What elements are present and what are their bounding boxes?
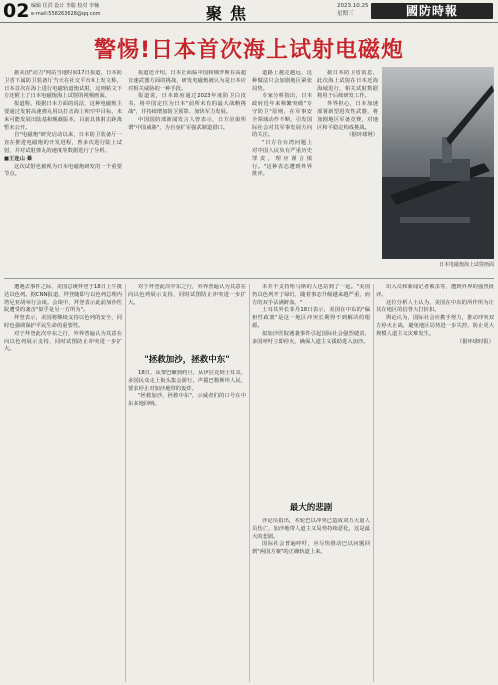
paragraph: 土耳其外长菲丹18日表示，美国在中东的"偏袒性政策"是这一地区冲突长期得不到解决的根源。	[252, 307, 370, 329]
section-divider	[4, 278, 494, 279]
paragraph: 据日本防卫省消息，此次海上试射在日本近海海域进行，相关试射数据将用于后续研发工作。	[317, 70, 378, 100]
newspaper-logo	[371, 3, 493, 19]
article4-column	[317, 70, 378, 268]
article2-column	[128, 70, 246, 268]
railgun-photo	[382, 67, 494, 259]
paragraph: 这次试射也被视为日本电磁炮研发的一个重要节点。	[4, 163, 122, 178]
subheading-greatest-tragedy: 最大的悲剧	[289, 503, 333, 513]
email-line: e-mail:558263628@qq.com	[31, 11, 101, 17]
paragraph: 18日，从黎巴嫩到约旦，从伊拉克到土耳其，多国民众走上街头集会游行，声援巴勒斯坦人民，要求停止对加沙地带的轰炸。	[128, 370, 246, 392]
article5-column-b	[128, 284, 246, 344]
article1-column	[4, 70, 122, 268]
paragraph: 报道称，根据日本方面的说法，这种电磁炮主要通过发射高速弹丸用以打击海上和空中目标，未来可能发展出陆基和舰载版本，目前具体射击距离暂未公开。	[4, 101, 122, 131]
paragraph: 拜登表示，美国将继续支持以色列的安全，同时也强调保护平民生命的重要性。	[4, 315, 122, 329]
paragraph: 对于拜登此次中东之行，外界普遍认为其意在向以色列展示支持，同时试图防止冲突进一步扩大。	[128, 284, 246, 306]
paragraph: 据美国"动力"网站当地时间17日报道，日本防卫省下属防卫装备厅当天在社交平台X上发文称，日本首次在海上进行电磁轨道炮试射，这则帖文下方还附上了日本电磁炮海上试射的视频画面。	[4, 70, 122, 100]
paragraph: "日方在台湾问题上对中国人民负有严重历史罪责，理应谨言慎行。"这种表态遭到外界批评。	[252, 140, 312, 178]
paragraph: 专家分析指出，日本政府近年来频繁突破"专守防卫"原则，在军事安全领域动作不断，引发国际社会对其军事发展方向的关注。	[252, 93, 312, 139]
column-divider	[125, 284, 126, 682]
column-divider	[249, 284, 250, 682]
paragraph: "拯救加沙，拯救中东"，示威者们的口号在中东多地回响。	[128, 393, 246, 408]
paragraph: 评论员指出，本轮巴以冲突已造成双方大量人员伤亡，加沙地带人道主义局势持续恶化，这是最大的悲剧。	[252, 518, 370, 540]
byline: ■王连山 綦	[4, 155, 33, 162]
page-number: 02	[3, 0, 30, 22]
paragraph: 舆论认为，国际社会应携手努力，推动冲突双方停火止战，避免地区局势进一步失控，防止更大规模人道主义灾难发生。	[376, 315, 494, 337]
source-note: （据环球时报）	[456, 338, 494, 345]
column-divider	[373, 284, 374, 682]
paragraph: 本并不支持哈马斯的人也站到了一起。"美国仍以色列开了绿灯，随着事态升级越来越严重，而方的双手沾满鲜血。"	[252, 284, 370, 306]
article5-column-a	[4, 284, 122, 682]
paragraph: 外界担心，日本加速部署新型进攻性武器，将加剧地区军备竞赛，对地区和平稳定构成挑战。	[317, 101, 378, 131]
photo-caption: 日本电磁炮海上试射画面	[438, 262, 494, 268]
logo-text: 國防時報	[405, 4, 458, 18]
paragraph: 道路上越走越远，这种做法只会加剧地区紧张局势。	[252, 70, 312, 92]
paragraph: 自"电磁炮"研究启动以来，日本防卫装备厅一直在推进电磁炮的开发进程，曾多次进行陆上试射，并对试射弹丸的速度等数据进行了分析。	[4, 132, 122, 154]
paragraph: 报道说，日本政府通过2023年度防卫白皮书，将中国定位为日本"前所未有的最大战略挑战"，并持续增加防卫预算、加快军力发展。	[128, 93, 246, 115]
article6-column-b	[252, 518, 370, 682]
source-note: （据环球网）	[346, 132, 378, 139]
subheading-save-gaza: "拯救加沙，拯救中东"	[144, 355, 230, 365]
paragraph: 对于拜登此次中东之行，外界普遍认为其意在向以色列展示支持，同时试图防止冲突进一步扩大。	[4, 330, 122, 353]
page-header	[0, 0, 498, 23]
paragraph: 中国国防部新闻发言人曾表示，日方渲染所谓"中国威胁"，为自身扩军强武制造借口。	[128, 116, 246, 131]
issue-weekday: 星期三	[337, 11, 354, 17]
article7-column	[376, 284, 494, 682]
section-title: 聚焦	[206, 4, 255, 23]
issue-date: 2023.10.25	[337, 3, 369, 9]
paragraph: 报道还介绍，日本正面临中国和俄罗斯在高超音速武器方面的挑战，研发电磁炮被认为是日本应对相关威胁的一种手段。	[128, 70, 246, 92]
paragraph: 国际社会普遍呼吁，应尽快推动巴以问题回到"两国方案"的正确轨道上来。	[252, 541, 370, 556]
article5-column-c	[128, 370, 246, 682]
paragraph: 拟加沙医院遇袭事件引起国际社会强烈谴责，多国呼吁立即停火，确保人道主义援助进入加沙。	[252, 330, 370, 345]
headline: 警惕!日本首次海上试射电磁炮	[93, 38, 405, 63]
article6-column-a	[252, 284, 370, 494]
ship-deck-illustration	[382, 67, 494, 259]
paragraph: 这位分析人士认为，美国在中东的所作所为让其在地区的信誉大打折扣。	[376, 299, 494, 314]
editor-line: 编辑 任洪 设计 李聪 校对 李楠	[31, 3, 99, 9]
article3-column	[252, 70, 312, 268]
paragraph: 遭遇去事件之际，美国总统拜登于18日上午抵达以色列。据CNN报道，拜登随即与以色列总理内塔尼亚胡举行会谈。会谈中，拜登表示此前加沙医院遭受的袭击"似乎是另一方所为"。	[4, 284, 122, 314]
paragraph: 出入员和新闻记者被杀等，遭到外界的强烈批评。	[376, 284, 494, 298]
